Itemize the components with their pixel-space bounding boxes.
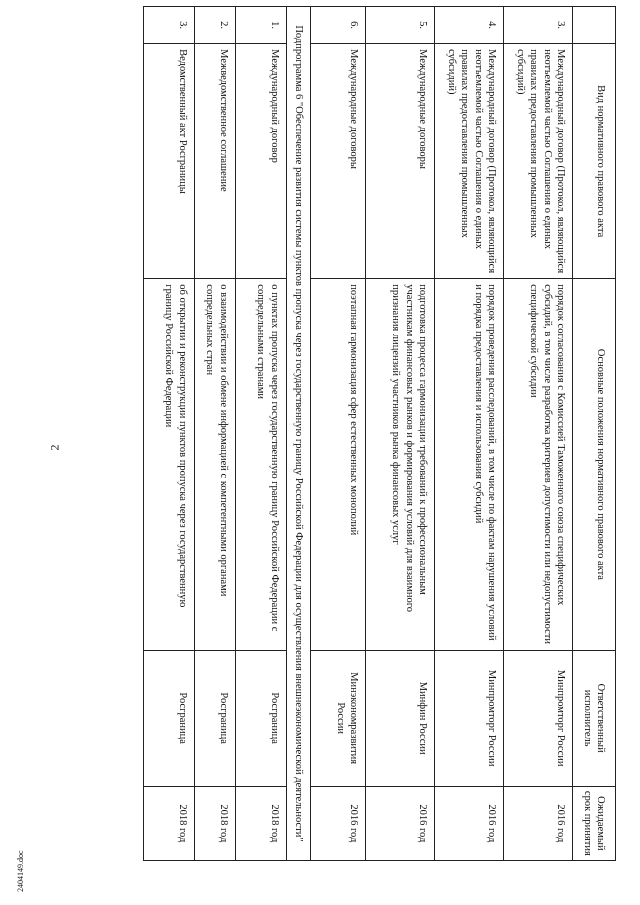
table-header-row — [572, 7, 615, 861]
table-row — [194, 7, 235, 861]
act-type: Ведомственный акт Росграницы — [143, 44, 194, 279]
row-number: 4. — [434, 7, 503, 44]
act-provisions: порядок согласования с Комиссией Таможенного союза специфических субсидий, в том числе разработка критериев допустимости или недопустимости специфической субсидии — [503, 279, 572, 650]
table-row — [434, 7, 503, 861]
table-row — [310, 7, 365, 861]
subprogram-title: Подпрограмма 6 "Обеспечение развития системы пунктов пропуска через государственную границу Российской Федерации для осуществления внешнеэкономической деятельности" — [286, 7, 310, 861]
act-type: Международные договоры — [365, 44, 434, 279]
expected-term: 2018 год — [194, 786, 235, 860]
act-provisions: об открытии и реконструкции пунктов пропуска через государственную границу Российской Федерации — [143, 279, 194, 650]
responsible-executor: Минфин России — [365, 650, 434, 786]
act-type: Международный договор (Протокол, являющийся неотъемлемой частью Соглашения о единых правилах предоставления промышленных субсидий) — [434, 44, 503, 279]
expected-term: 2018 год — [143, 786, 194, 860]
rotated-table-sheet — [116, 6, 616, 861]
expected-term: 2016 год — [434, 786, 503, 860]
subprogram-row — [286, 7, 310, 861]
responsible-executor: Минпромторг России — [434, 650, 503, 786]
row-number: 2. — [194, 7, 235, 44]
document-footer: 2404149.doc — [16, 850, 25, 892]
normative-acts-table — [143, 6, 616, 861]
act-provisions: подготовка процесса гармонизации требований к профессиональным участникам финансовых рынков и формирования условий для взаимного признания лицензий участников рынка финансовых услуг — [365, 279, 434, 650]
responsible-executor: Минпромторг России — [503, 650, 572, 786]
act-provisions: поэтапная гармонизация сфер естественных монополий — [310, 279, 365, 650]
responsible-executor: Росграница — [235, 650, 286, 786]
expected-term: 2016 год — [503, 786, 572, 860]
header-responsible: Ответственный исполнитель — [572, 650, 615, 786]
act-provisions: о пунктах пропуска через государственную границу Российской Федерации с сопредельными странами — [235, 279, 286, 650]
table-row — [143, 7, 194, 861]
act-provisions: о взаимодействии и обмене информацией с компетентными органами сопредельных стран — [194, 279, 235, 650]
act-type: Межведомственное соглашение — [194, 44, 235, 279]
act-provisions: порядок проведения расследований, в том числе по фактам нарушения условий и порядка предоставления и использования субсидий — [434, 279, 503, 650]
row-number: 1. — [235, 7, 286, 44]
table-row — [235, 7, 286, 861]
responsible-executor: Росграница — [143, 650, 194, 786]
table-row — [503, 7, 572, 861]
expected-term: 2016 год — [365, 786, 434, 860]
responsible-executor: Росграница — [194, 650, 235, 786]
row-number: 6. — [310, 7, 365, 44]
act-type: Международный договор — [235, 44, 286, 279]
expected-term: 2016 год — [310, 786, 365, 860]
page-number: 2 — [47, 444, 62, 451]
act-type: Международные договоры — [310, 44, 365, 279]
act-type: Международный договор (Протокол, являющийся неотъемлемой частью Соглашения о единых правилах предоставления промышленных субсидий) — [503, 44, 572, 279]
row-number: 3. — [143, 7, 194, 44]
row-number: 3. — [503, 7, 572, 44]
expected-term: 2018 год — [235, 786, 286, 860]
header-provisions: Основные положения нормативного правового акта — [572, 279, 615, 650]
responsible-executor: Минэкономразвития России — [310, 650, 365, 786]
row-number: 5. — [365, 7, 434, 44]
header-number — [572, 7, 615, 44]
header-term: Ожидаемый срок принятия — [572, 786, 615, 860]
header-act-type: Вид нормативного правового акта — [572, 44, 615, 279]
table-row — [365, 7, 434, 861]
